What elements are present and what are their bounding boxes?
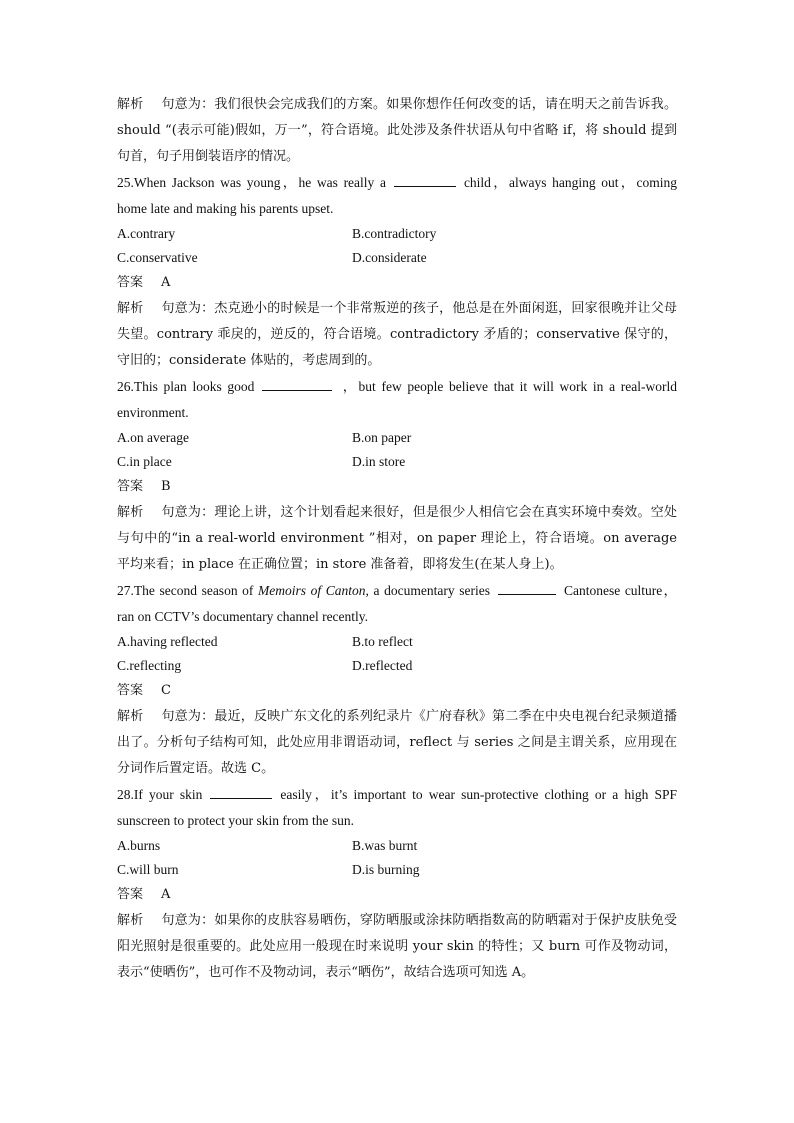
answer-tag: 答案 [117, 479, 144, 494]
answer-tag: 答案 [117, 683, 144, 698]
question-stem [117, 374, 677, 426]
options-grid [117, 222, 677, 270]
question-stem-part-b: easily，it’s important to wear sun-protective clothing or a high SPF sunscreen to protect your skin from the sun. [117, 787, 677, 828]
option: D.considerate [352, 250, 427, 265]
question-stem-part-a: 27.The second season of [117, 583, 254, 598]
options-grid [117, 834, 677, 882]
analysis-text: 句意为：最近，反映广东文化的系列纪录片《广府春秋》第二季在中央电视台纪录频道播出了。分析句子结构可知，此处应用非谓语动词，reflect 与 series 之间是主谓关系，应用现在分词作后置定语。故选 C。 [117, 709, 677, 776]
analysis-paragraph [117, 704, 677, 782]
question-stem-part-a: 26.This plan looks good [117, 379, 255, 394]
options-grid [117, 630, 677, 678]
option: A.contrary [117, 226, 176, 241]
option: A.on average [117, 430, 189, 445]
question-stem-part-b: child，always hanging out，coming home late and making his parents upset. [117, 175, 677, 216]
analysis-paragraph [117, 908, 677, 986]
question-stem-part-b: a documentary series [373, 583, 490, 598]
question-stem-part-a: 25.When Jackson was young，he was really a [117, 175, 386, 190]
answer-value: C [161, 683, 171, 698]
analysis-text: 句意为：理论上讲，这个计划看起来很好，但是很少人相信它会在真实环境中奏效。空处与句中的“in a real-world environment ”相对，on paper 理论上，符合语境。on average 平均来看；in place 在正确位置；in store 准备着，即将发生(在某人身上)。 [117, 505, 677, 572]
option: C.conservative [117, 250, 198, 265]
documentary-title: Memoirs of Canton, [258, 583, 369, 598]
analysis-tag: 解析 [117, 709, 144, 724]
answer-tag: 答案 [117, 275, 144, 290]
option: B.contradictory [352, 226, 437, 241]
analysis-tag: 解析 [117, 913, 144, 928]
option: C.reflecting [117, 658, 182, 673]
question-stem [117, 170, 677, 222]
option: B.on paper [352, 430, 412, 445]
answer-blank [498, 582, 556, 595]
answer-line [117, 474, 677, 500]
option: D.is burning [352, 862, 420, 877]
question-stem-part-c: Cantonese culture，ran on CCTV’s documentary channel recently. [117, 583, 678, 624]
option: D.reflected [352, 658, 413, 673]
analysis-paragraph [117, 500, 677, 578]
answer-line [117, 678, 677, 704]
answer-value: B [161, 479, 171, 494]
option: A.burns [117, 838, 161, 853]
analysis-text: 句意为：如果你的皮肤容易晒伤，穿防晒服或涂抹防晒指数高的防晒霜对于保护皮肤免受阳光照射是很重要的。此处应用一般现在时来说明 your skin 的特性；又 burn 可作及物动词，表示“使晒伤”，也可作不及物动词，表示“晒伤”，故结合选项可知选 A。 [117, 913, 677, 980]
question-stem [117, 782, 677, 834]
question-stem [117, 578, 677, 630]
analysis-text: 句意为：我们很快会完成我们的方案。如果你想作任何改变的话，请在明天之前告诉我。should “(表示可能)假如，万一”，符合语境。此处涉及条件状语从句中省略 if，将 should 提到句首，句子用倒装语序的情况。 [117, 97, 677, 164]
analysis-text: 句意为：杰克逊小的时候是一个非常叛逆的孩子，他总是在外面闲逛，回家很晚并让父母失望。contrary 乖戾的，逆反的，符合语境。contradictory 矛盾的；conservative 保守的，守旧的；considerate 体贴的，考虑周到的。 [117, 301, 677, 368]
option: D.in store [352, 454, 406, 469]
answer-blank [262, 378, 332, 391]
analysis-tag: 解析 [117, 301, 144, 316]
option: C.will burn [117, 862, 179, 877]
option: C.in place [117, 454, 172, 469]
answer-tag: 答案 [117, 887, 144, 902]
analysis-paragraph [117, 92, 677, 170]
answer-blank [210, 786, 272, 799]
answer-value: A [161, 887, 171, 902]
question-stem-part-a: 28.If your skin [117, 787, 203, 802]
options-grid [117, 426, 677, 474]
option: A.having reflected [117, 634, 218, 649]
analysis-tag: 解析 [117, 97, 144, 112]
answer-blank [394, 174, 456, 187]
answer-value: A [161, 275, 171, 290]
answer-line [117, 270, 677, 296]
question-stem-part-b: ，but few people believe that it will work in a real-world environment. [117, 379, 678, 420]
option: B.to reflect [352, 634, 413, 649]
analysis-tag: 解析 [117, 505, 144, 520]
analysis-paragraph [117, 296, 677, 374]
answer-line [117, 882, 677, 908]
option: B.was burnt [352, 838, 418, 853]
